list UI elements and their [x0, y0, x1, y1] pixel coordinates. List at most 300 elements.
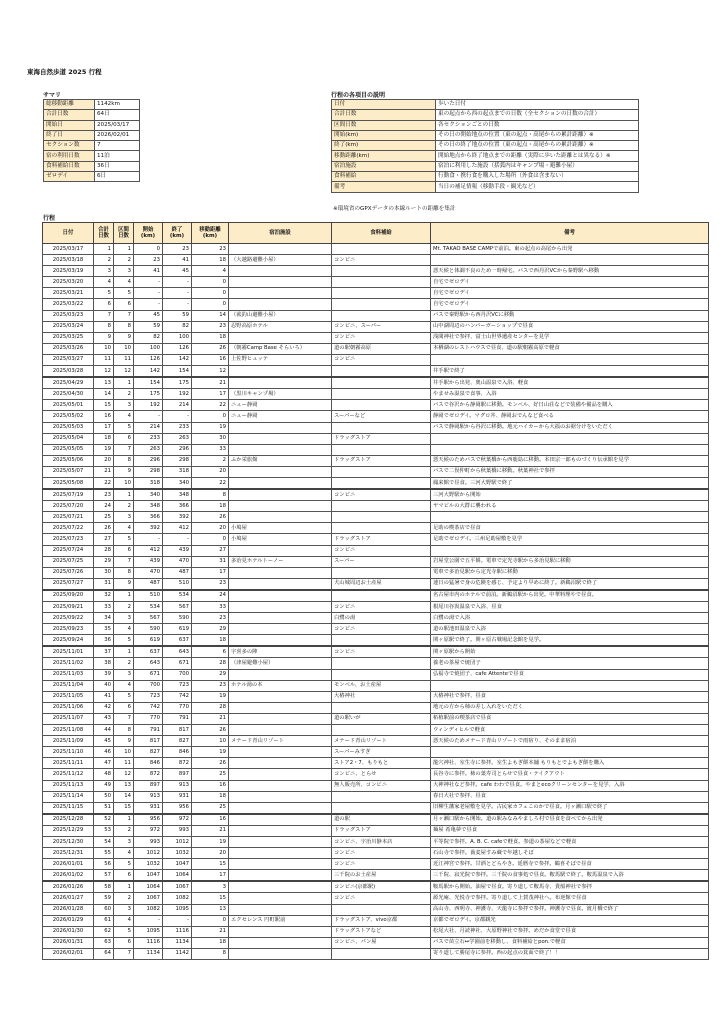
summary-row	[44, 120, 140, 130]
cell-distance-km: 16	[192, 814, 229, 826]
cell-food-resupply: 道の駅朝霧高原	[332, 343, 431, 354]
cell-start-km: 439	[134, 556, 163, 567]
cell-notes: 麺屋 希亀夢で昼食	[431, 825, 709, 836]
cell-food-resupply: コンビニ	[332, 646, 431, 658]
cell-distance-km: 19	[192, 691, 229, 702]
cell-section-days: 14	[114, 791, 134, 802]
cell-date: 2025/12/28	[43, 814, 94, 826]
cell-notes: ヤマビルの大群に襲われる	[431, 501, 709, 512]
cell-lodging	[229, 937, 332, 948]
cell-notes: 連日の猛暑で身の危険を感じ、予定より早めに終了。新鵜沼駅で終了	[431, 578, 709, 590]
column-header-start-km: 開始 (km)	[134, 223, 163, 244]
itinerary-row	[43, 658, 709, 669]
cell-distance-km: 15	[192, 893, 229, 904]
cell-lodging	[229, 948, 332, 959]
cell-start-km: 972	[134, 825, 163, 836]
cell-end-km: 723	[163, 680, 192, 691]
cell-food-resupply: スーパーなど	[332, 411, 431, 422]
itinerary-row	[43, 624, 709, 635]
cell-lodging	[229, 433, 332, 444]
cell-start-km: 993	[134, 836, 163, 847]
cell-end-km: 470	[163, 556, 192, 567]
cell-total-days: 51	[94, 802, 114, 814]
cell-total-days: 16	[94, 411, 114, 422]
cell-end-km: 827	[163, 736, 192, 747]
cell-date: 2025/07/19	[43, 489, 94, 501]
itinerary-row	[43, 444, 709, 455]
cell-start-km: 126	[134, 354, 163, 365]
cell-food-resupply	[332, 512, 431, 523]
cell-food-resupply: コンビニ(京都駅)	[332, 881, 431, 893]
cell-start-km: 1067	[134, 893, 163, 904]
cell-total-days: 54	[94, 836, 114, 847]
cell-date: 2025/09/23	[43, 624, 94, 635]
summary-key: 総移動距離	[44, 100, 95, 110]
cell-food-resupply	[332, 377, 431, 389]
cell-distance-km: 20	[192, 523, 229, 534]
itinerary-table	[42, 222, 709, 960]
cell-end-km: 41	[163, 255, 192, 266]
cell-distance-km: 26	[192, 343, 229, 354]
cell-distance-km: 23	[192, 680, 229, 691]
cell-section-days: 1	[114, 881, 134, 893]
cell-end-km: 637	[163, 635, 192, 647]
cell-food-resupply: ドラッグストア	[332, 825, 431, 836]
cell-food-resupply	[332, 422, 431, 433]
cell-total-days: 2	[94, 255, 114, 266]
cell-notes: 岩屋堂公園で五平餅。電車で定光寺駅から多治見駅に移動	[431, 556, 709, 567]
cell-distance-km: 17	[192, 870, 229, 882]
cell-start-km: 1095	[134, 926, 163, 937]
cell-end-km: 1142	[163, 948, 192, 959]
cell-date: 2026/02/01	[43, 948, 94, 959]
summary-row	[44, 151, 140, 161]
cell-total-days: 58	[94, 881, 114, 893]
cell-lodging	[229, 758, 332, 769]
cell-date: 2025/07/25	[43, 556, 94, 567]
cell-total-days: 15	[94, 400, 114, 411]
cell-end-km: 993	[163, 825, 192, 836]
cell-lodging	[229, 602, 332, 613]
cell-start-km: 41	[134, 266, 163, 277]
cell-section-days: 5	[114, 691, 134, 702]
cell-start-km: 340	[134, 489, 163, 501]
cell-total-days: 64	[94, 948, 114, 959]
cell-start-km: 817	[134, 736, 163, 747]
cell-end-km: 643	[163, 646, 192, 658]
itinerary-row	[43, 590, 709, 602]
cell-end-km: 956	[163, 802, 192, 814]
cell-notes: 大椿神社で参拝、昼食	[431, 691, 709, 702]
cell-section-days: 9	[114, 466, 134, 477]
cell-total-days: 20	[94, 455, 114, 466]
cell-distance-km: 31	[192, 556, 229, 567]
cell-start-km: -	[134, 411, 163, 422]
cell-section-days: 6	[114, 545, 134, 556]
cell-lodging: （津屋避難小屋）	[229, 658, 332, 669]
cell-lodging	[229, 870, 332, 882]
cell-total-days: 62	[94, 926, 114, 937]
cell-lodging: ホテル湯の本	[229, 680, 332, 691]
cell-total-days: 45	[94, 736, 114, 747]
itinerary-row	[43, 725, 709, 736]
cell-end-km: 817	[163, 725, 192, 736]
cell-end-km: 392	[163, 512, 192, 523]
cell-lodging: 忍野高原ホテル	[229, 321, 332, 332]
cell-notes	[431, 354, 709, 365]
cell-date: 2025/11/04	[43, 680, 94, 691]
cell-start-km: 175	[134, 389, 163, 400]
itinerary-row	[43, 455, 709, 466]
cell-section-days: 6	[114, 870, 134, 882]
cell-food-resupply: コンビニ	[332, 545, 431, 556]
cell-food-resupply	[332, 299, 431, 310]
cell-end-km: 45	[163, 266, 192, 277]
cell-start-km: -	[134, 534, 163, 545]
itinerary-row	[43, 321, 709, 332]
legend-row	[332, 182, 639, 192]
cell-section-days: 2	[114, 602, 134, 613]
cell-end-km: 791	[163, 713, 192, 724]
summary-row	[44, 100, 140, 110]
cell-start-km: 671	[134, 669, 163, 680]
cell-date: 2025/11/14	[43, 791, 94, 802]
cell-date: 2025/03/25	[43, 332, 94, 343]
cell-food-resupply: ドラッグストア	[332, 455, 431, 466]
cell-section-days: 2	[114, 893, 134, 904]
cell-notes: 柘植駅前の喫茶店で昼食	[431, 713, 709, 724]
cell-lodging	[229, 669, 332, 680]
cell-start-km: 567	[134, 613, 163, 624]
cell-notes: 白鷺の湯で入浴	[431, 613, 709, 624]
cell-section-days: 1	[114, 814, 134, 826]
cell-lodging	[229, 791, 332, 802]
cell-start-km: 723	[134, 691, 163, 702]
cell-start-km: 872	[134, 769, 163, 780]
cell-notes: 道の駅池田温泉で入浴	[431, 624, 709, 635]
itinerary-row	[43, 791, 709, 802]
cell-lodging	[229, 332, 332, 343]
itinerary-row	[43, 702, 709, 713]
legend-key: 終了(km)	[332, 141, 436, 151]
cell-end-km: 1116	[163, 926, 192, 937]
cell-notes: 根尾川谷汲温泉で入浴、昼食	[431, 602, 709, 613]
cell-date: 2026/01/02	[43, 870, 94, 882]
cell-distance-km: 12	[192, 366, 229, 378]
cell-notes: 井手駅で終了	[431, 366, 709, 378]
cell-start-km: 366	[134, 512, 163, 523]
cell-distance-km: 28	[192, 702, 229, 713]
itinerary-row	[43, 680, 709, 691]
itinerary-row	[43, 354, 709, 365]
summary-key: 食料補給日数	[44, 161, 95, 171]
summary-row	[44, 130, 140, 140]
cell-end-km: -	[163, 915, 192, 926]
cell-date: 2025/03/27	[43, 354, 94, 365]
cell-end-km: -	[163, 534, 192, 545]
cell-food-resupply	[332, 802, 431, 814]
cell-food-resupply: ストア2・7、もりもと	[332, 758, 431, 769]
cell-lodging: ニュー静岡	[229, 411, 332, 422]
cell-food-resupply	[332, 389, 431, 400]
cell-date: 2025/07/24	[43, 545, 94, 556]
cell-lodging	[229, 299, 332, 310]
cell-start-km: 23	[134, 255, 163, 266]
cell-food-resupply	[332, 948, 431, 959]
legend-value: その日の開始地点の位置（東の起点・高尾からの累計距離）※	[436, 130, 639, 140]
cell-section-days: 9	[114, 736, 134, 747]
summary-key: ゼロデイ	[44, 172, 95, 182]
cell-date: 2025/11/09	[43, 736, 94, 747]
cell-food-resupply	[332, 702, 431, 713]
cell-total-days: 8	[94, 321, 114, 332]
cell-date: 2026/01/28	[43, 904, 94, 915]
cell-notes: バスで二俣仲町から秋葉橋に移動。秋葉神社で参拝	[431, 466, 709, 477]
itinerary-row	[43, 377, 709, 389]
cell-start-km: 956	[134, 814, 163, 826]
cell-notes: 浅間神社で参拝、富士山世界遺産センターを見学	[431, 332, 709, 343]
cell-notes: 山中湖周辺のハンバーガーショップで昼食	[431, 321, 709, 332]
cell-end-km: 510	[163, 578, 192, 590]
summary-value: 7	[95, 141, 140, 151]
cell-start-km: 154	[134, 377, 163, 389]
cell-notes: 長谷寺に参拝。柿の葉寿司とらせで昼食・テイクアウト	[431, 769, 709, 780]
cell-date: 2025/11/03	[43, 669, 94, 680]
legend-key: 日付	[332, 100, 436, 110]
cell-lodging: （黒川キャンプ場）	[229, 389, 332, 400]
legend-value: 各セクションごとの日数	[436, 120, 639, 130]
cell-total-days: 57	[94, 870, 114, 882]
cell-section-days: 6	[114, 299, 134, 310]
cell-section-days: 5	[114, 288, 134, 299]
cell-date: 2025/03/23	[43, 310, 94, 321]
cell-food-resupply	[332, 400, 431, 411]
cell-food-resupply: コンビニ	[332, 255, 431, 266]
cell-lodging	[229, 881, 332, 893]
cell-start-km: 1134	[134, 948, 163, 959]
cell-lodging	[229, 545, 332, 556]
legend-value: 当日の補足情報（移動手段・観光など）	[436, 182, 639, 192]
cell-notes: 地元の方から柿の差し入れをいただく	[431, 702, 709, 713]
column-header-distance-km: 移動距離 (km)	[192, 223, 229, 244]
cell-start-km: 296	[134, 455, 163, 466]
cell-date: 2025/03/21	[43, 288, 94, 299]
cell-notes	[431, 433, 709, 444]
cell-distance-km: 20	[192, 466, 229, 477]
cell-start-km: 637	[134, 646, 163, 658]
cell-start-km: 318	[134, 477, 163, 489]
cell-food-resupply	[332, 477, 431, 489]
itinerary-row	[43, 848, 709, 859]
cell-date: 2025/04/29	[43, 377, 94, 389]
cell-total-days: 38	[94, 658, 114, 669]
cell-end-km: 23	[163, 244, 192, 255]
summary-row	[44, 161, 140, 171]
cell-date: 2026/01/29	[43, 915, 94, 926]
cell-end-km: 671	[163, 658, 192, 669]
itinerary-row	[43, 948, 709, 959]
cell-section-days: 10	[114, 747, 134, 758]
cell-lodging	[229, 366, 332, 378]
cell-section-days: 1	[114, 244, 134, 255]
cell-lodging	[229, 444, 332, 455]
cell-date: 2025/11/10	[43, 747, 94, 758]
cell-notes: 悪天候のためメナード青山リゾートで雨宿り、そのまま宿泊	[431, 736, 709, 747]
cell-date: 2025/12/31	[43, 848, 94, 859]
cell-end-km: 700	[163, 669, 192, 680]
cell-distance-km: 6	[192, 646, 229, 658]
cell-distance-km: 27	[192, 545, 229, 556]
cell-lodging	[229, 288, 332, 299]
cell-total-days: 14	[94, 389, 114, 400]
cell-notes: 関ヶ原駅で終了。関ヶ原古戦場記念館を見学。	[431, 635, 709, 647]
cell-section-days: 4	[114, 680, 134, 691]
legend-table	[331, 99, 639, 193]
cell-date: 2025/03/17	[43, 244, 94, 255]
cell-distance-km: 25	[192, 802, 229, 814]
cell-section-days: 7	[114, 948, 134, 959]
cell-distance-km: 0	[192, 534, 229, 545]
cell-section-days: 6	[114, 433, 134, 444]
cell-total-days: 32	[94, 590, 114, 602]
cell-total-days: 9	[94, 332, 114, 343]
summary-row	[44, 172, 140, 182]
cell-food-resupply	[332, 658, 431, 669]
cell-lodging	[229, 713, 332, 724]
cell-distance-km: 14	[192, 310, 229, 321]
cell-start-km: 82	[134, 332, 163, 343]
cell-section-days: 7	[114, 556, 134, 567]
legend-key: 備考	[332, 182, 436, 192]
cell-food-resupply	[332, 590, 431, 602]
cell-start-km: 590	[134, 624, 163, 635]
cell-food-resupply: ドラッグストア	[332, 433, 431, 444]
cell-notes: 三千院、寂光院で参拝。三千院の食事処で昼食。鞍馬駅で終了。鞍馬温泉で入浴	[431, 870, 709, 882]
cell-total-days: 7	[94, 310, 114, 321]
cell-notes: バスで苗立石↔学園前を移動し、食料補給とpon.で軽食	[431, 937, 709, 948]
cell-total-days: 24	[94, 501, 114, 512]
cell-start-km: 897	[134, 780, 163, 791]
cell-lodging	[229, 802, 332, 814]
cell-total-days: 3	[94, 266, 114, 277]
cell-section-days: 5	[114, 926, 134, 937]
column-header-notes: 備考	[431, 223, 709, 244]
cell-notes: 春日大社で参拝、昼食	[431, 791, 709, 802]
cell-lodging	[229, 814, 332, 826]
cell-start-km: 791	[134, 725, 163, 736]
cell-total-days: 56	[94, 859, 114, 870]
cell-total-days: 28	[94, 545, 114, 556]
cell-date: 2025/11/07	[43, 713, 94, 724]
cell-notes: 月ヶ瀬口駅から開始。道の駅みなみやましろ村で昼食を食べてから出発	[431, 814, 709, 826]
cell-date: 2025/03/22	[43, 299, 94, 310]
column-header-end-km: 終了 (km)	[163, 223, 192, 244]
cell-start-km: 348	[134, 501, 163, 512]
cell-food-resupply	[332, 444, 431, 455]
cell-start-km: 643	[134, 658, 163, 669]
cell-total-days: 60	[94, 904, 114, 915]
itinerary-row	[43, 244, 709, 255]
cell-distance-km: 2	[192, 455, 229, 466]
summary-heading: サマリ	[43, 92, 62, 99]
cell-distance-km: 26	[192, 725, 229, 736]
cell-end-km: 972	[163, 814, 192, 826]
cell-date: 2025/07/23	[43, 534, 94, 545]
cell-lodging: 上佐野ヒュッテ	[229, 354, 332, 365]
cell-food-resupply: コンビニ	[332, 602, 431, 613]
cell-distance-km: 19	[192, 747, 229, 758]
cell-section-days: 2	[114, 658, 134, 669]
cell-food-resupply: メナード青山リゾート	[332, 736, 431, 747]
cell-total-days: 10	[94, 343, 114, 354]
cell-distance-km: 10	[192, 736, 229, 747]
cell-end-km: 340	[163, 477, 192, 489]
cell-section-days: 3	[114, 904, 134, 915]
legend-row	[332, 161, 639, 171]
itinerary-row	[43, 893, 709, 904]
cell-notes: 旧柳生藩家老屋敷を見学。古民家カフェこのかで昼食。月ヶ瀬口駅で終了	[431, 802, 709, 814]
cell-notes: 井手駅から出発、奥山温泉で入浴、軽食	[431, 377, 709, 389]
itinerary-row	[43, 881, 709, 893]
cell-distance-km: 18	[192, 937, 229, 948]
cell-notes: 平等院で参拝。A. B. C. cafeで軽食。参道の茶屋などで軽食	[431, 836, 709, 847]
cell-distance-km: 29	[192, 669, 229, 680]
itinerary-row	[43, 613, 709, 624]
cell-start-km: 1032	[134, 859, 163, 870]
summary-key: 開始日	[44, 120, 95, 130]
cell-total-days: 31	[94, 578, 114, 590]
cell-notes: 静岡でゼロデイ。マグロ丼、静岡おでんなど食べる	[431, 411, 709, 422]
cell-notes: 名古屋市内のホテルで前泊。新鵜沼駅から出発。中華料理やで昼食。	[431, 590, 709, 602]
cell-lodging	[229, 893, 332, 904]
itinerary-row	[43, 646, 709, 658]
cell-distance-km: 18	[192, 501, 229, 512]
cell-food-resupply: 道の駅いが	[332, 713, 431, 724]
legend-key: 合計日数	[332, 110, 436, 120]
cell-distance-km: 21	[192, 926, 229, 937]
cell-end-km: 1064	[163, 870, 192, 882]
cell-notes: 足助の喫茶店で昼食	[431, 523, 709, 534]
cell-end-km: 1012	[163, 836, 192, 847]
cell-food-resupply: コンビニ、パン屋	[332, 937, 431, 948]
cell-section-days: 10	[114, 477, 134, 489]
cell-end-km: 298	[163, 455, 192, 466]
cell-notes	[431, 680, 709, 691]
cell-start-km: 770	[134, 713, 163, 724]
summary-value: 36日	[95, 161, 140, 171]
cell-notes	[431, 255, 709, 266]
cell-section-days: 10	[114, 343, 134, 354]
cell-lodging	[229, 702, 332, 713]
cell-distance-km: 22	[192, 400, 229, 411]
cell-date: 2025/09/22	[43, 613, 94, 624]
cell-date: 2025/09/21	[43, 602, 94, 613]
cell-lodging: （大越路避難小屋）	[229, 255, 332, 266]
itinerary-row	[43, 669, 709, 680]
cell-start-km: -	[134, 277, 163, 288]
cell-notes: やませみ温泉で食事、入浴	[431, 389, 709, 400]
cell-end-km: 1134	[163, 937, 192, 948]
cell-end-km: 742	[163, 691, 192, 702]
cell-total-days: 39	[94, 669, 114, 680]
cell-distance-km: 0	[192, 299, 229, 310]
cell-total-days: 49	[94, 780, 114, 791]
cell-lodging	[229, 691, 332, 702]
cell-date: 2025/11/12	[43, 769, 94, 780]
cell-start-km: 1064	[134, 881, 163, 893]
cell-end-km: -	[163, 299, 192, 310]
itinerary-row	[43, 277, 709, 288]
